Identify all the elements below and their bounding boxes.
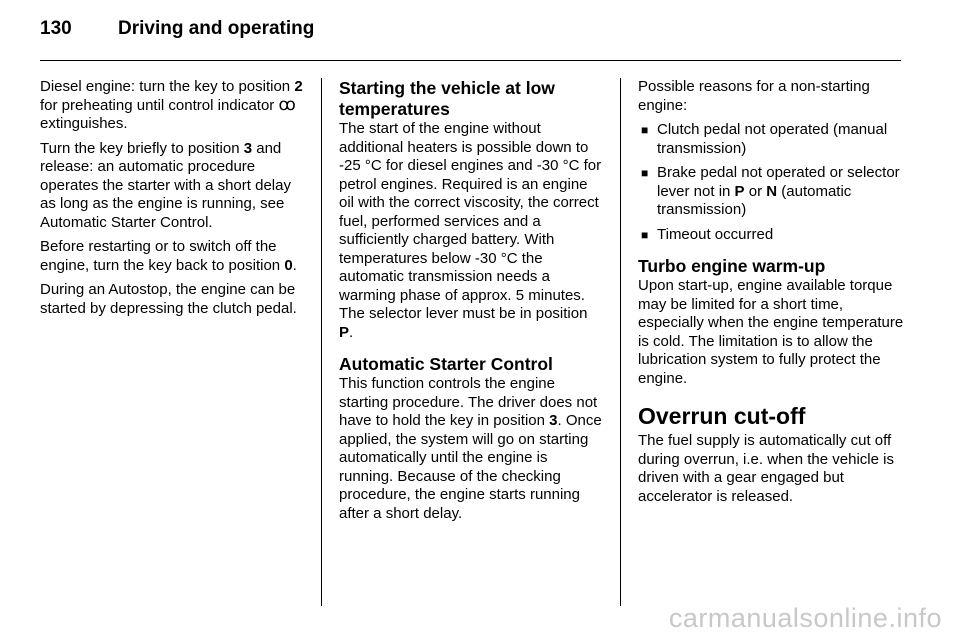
turbo-warmup-heading: Turbo engine warm-up <box>638 256 826 276</box>
glow-plug-icon: ꝏ <box>278 94 296 114</box>
column-divider-1 <box>321 78 322 606</box>
non-start-intro: Possible reasons for a non-starting engine: <box>638 78 870 114</box>
bullet-icon: ■ <box>641 227 649 242</box>
start-paragraph: Turn the key briefly to position 3 and release: an automatic procedure operates the starter with a short delay as long as the engine is running, see Automatic Starter Control. <box>40 139 291 231</box>
starter-control-heading: Automatic Starter Control <box>339 354 553 374</box>
autostop-paragraph: During an Autostop, the engine can be started by depressing the clutch pedal. <box>40 281 297 317</box>
restart-paragraph: Before restarting or to switch off the engine, turn the key back to position 0. <box>40 238 297 274</box>
low-temp-heading: Starting the vehicle at low temperatures <box>339 78 555 119</box>
bullet-icon: ■ <box>641 123 649 137</box>
low-temp-paragraph: The start of the engine without additional heaters is possible down to -25 °C for diesel engines and -30 °C for petrol engines. Required is an engine oil with the correct viscosity, the correct fuel, performed services and a sufficiently charged battery. With temperatures below -30 °C the automatic transmission needs a warming phase of approx. 5 minutes. The selector lever must be in position P. <box>339 120 602 341</box>
page-header <box>40 18 314 48</box>
column-divider-2 <box>620 78 621 606</box>
list-item: ■ Timeout occurred <box>641 225 774 243</box>
column-3 <box>638 78 904 512</box>
page-number: 130 <box>40 18 72 39</box>
section-title: Driving and operating <box>118 18 315 39</box>
preheat-paragraph: Diesel engine: turn the key to position 2 for preheating until control indicator ꝏ extinguishes. <box>40 78 303 132</box>
overrun-heading: Overrun cut-off <box>638 403 806 429</box>
header-rule <box>40 60 901 61</box>
column-2 <box>339 78 605 529</box>
bullet-icon: ■ <box>641 166 649 180</box>
starter-control-paragraph: This function controls the engine starting procedure. The driver does not have to hold the key in position 3. Once applied, the system will go on starting automatically until the engine is running. Because of the checking procedure, the engine starts running after a short delay. <box>339 375 602 522</box>
list-item: ■ Clutch pedal not operated (manual transmission) <box>641 121 888 157</box>
column-1 <box>40 78 306 324</box>
overrun-paragraph: The fuel supply is automatically cut off during overrun, i.e. when the vehicle is driven with a gear engaged but accelerator is released. <box>638 432 894 505</box>
watermark: carmanualsonline.info <box>668 603 942 633</box>
turbo-warmup-paragraph: Upon start-up, engine available torque may be limited for a short time, especially when the engine temperature is cold. The limitation is to allow the lubrication system to fully protect the engine. <box>638 277 904 387</box>
list-item: ■ Brake pedal not operated or selector lever not in P or N (automatic transmission) <box>641 164 900 218</box>
non-start-reasons-list <box>638 121 904 244</box>
